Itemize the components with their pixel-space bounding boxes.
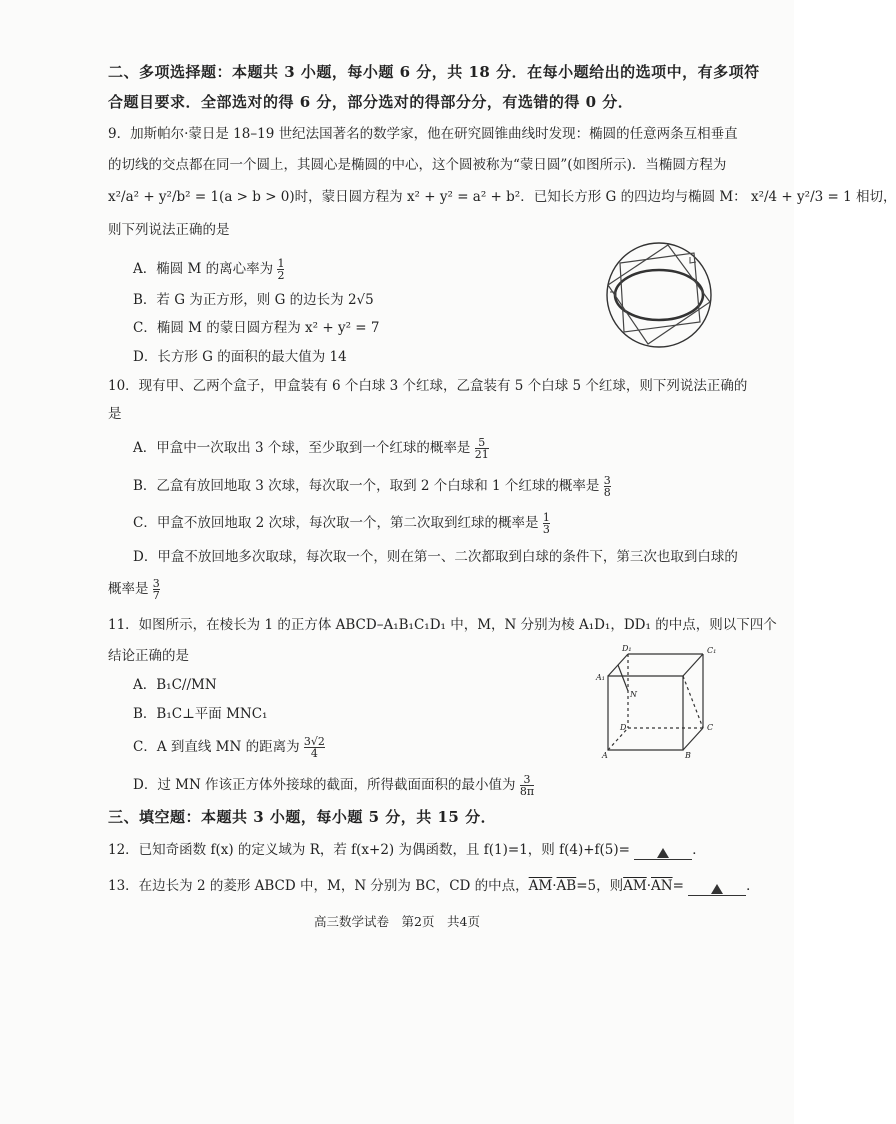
q10-stem-line2: 是	[108, 406, 122, 422]
q11-option-c	[133, 736, 325, 759]
q10-option-a-text: A．甲盒中一次取出 3 个球，至少取到一个红球的概率是	[133, 440, 471, 456]
label-d1: D₁	[622, 644, 632, 653]
edge-bc	[683, 728, 703, 750]
q10-option-a	[133, 437, 489, 460]
q9-option-c: C．椭圆 M 的蒙日圆方程为 x² + y² = 7	[133, 320, 380, 336]
q10-option-b	[133, 475, 611, 498]
q9-stem-line2: 的切线的交点都在同一个圆上，其圆心是椭圆的中心，这个圆被称为“蒙日圆”(如图所示)．当椭圆方程为	[108, 157, 727, 173]
dot-operator-2: ·	[646, 878, 651, 894]
cube-front-face	[608, 676, 683, 750]
q11-option-a: A．B₁C//MN	[133, 677, 217, 693]
q12-text: 12．已知奇函数 f(x) 的定义域为 R，若 f(x+2) 为偶函数，且 f(1)=1，则 f(4)+f(5)=	[108, 842, 630, 858]
q10-option-d-line2	[108, 578, 160, 601]
label-b: B	[685, 751, 691, 760]
q11-stem-line1: 11．如图所示，在棱长为 1 的正方体 ABCD–A₁B₁C₁D₁ 中，M，N 分别为棱 A₁D₁，DD₁ 的中点，则以下四个	[108, 617, 777, 633]
label-d: D	[620, 723, 627, 732]
monge-circle	[607, 243, 711, 347]
section-2-heading-line1: 二、多项选择题：本题共 3 小题，每小题 6 分，共 18 分．在每小题给出的选项中，有多项符	[108, 63, 760, 81]
q10-option-d-line1: D．甲盒不放回地多次取球，每次取一个，则在第一、二次都取到白球的条件下，第三次也取到白球的	[133, 549, 738, 565]
q9-option-a	[133, 258, 284, 281]
q10-option-b-fraction: $\frac{3}{8}$	[603, 474, 611, 499]
q12-answer-blank[interactable]	[634, 843, 692, 860]
monge-circle-figure	[598, 240, 720, 350]
q10-option-b-text: B．乙盒有放回地取 3 次球，每次取一个，取到 2 个白球和 1 个红球的概率是	[133, 478, 600, 494]
q13-line: 13．在边长为 2 的菱形 ABCD 中，M，N 分别为 BC，CD 的中点，$\overline{AM}\cdot\overline{AB}=5$，则$\overline{AM}\cdot\overline{AN}=$ ．	[108, 878, 760, 894]
equals-sign: =	[672, 878, 684, 894]
section-3-heading: 三、填空题：本题共 3 小题，每小题 5 分，共 15 分．	[108, 808, 497, 826]
q13-condition: =5，则	[576, 878, 624, 894]
label-a: A	[602, 751, 608, 760]
edge-b1c1	[683, 654, 703, 676]
q11-option-d-text: D．过 MN 作该正方体外接球的截面，所得截面面积的最小值为	[133, 777, 516, 793]
dot-operator: ·	[552, 878, 557, 894]
q9-option-a-text: A．椭圆 M 的离心率为	[133, 261, 274, 277]
q10-option-c	[133, 512, 550, 535]
q12-line: 12．已知奇函数 f(x) 的定义域为 R，若 f(x+2) 为偶函数，且 f(1)=1，则 f(4)+f(5)= ．	[108, 842, 706, 858]
q9-stem-line1: 9．加斯帕尔·蒙日是 18–19 世纪法国著名的数学家，他在研究圆锥曲线时发现：椭圆的任意两条互相垂直	[108, 126, 738, 142]
cube-figure	[590, 640, 730, 765]
label-n: N	[630, 690, 637, 699]
q13-answer-blank[interactable]	[688, 879, 746, 896]
label-c1: C₁	[707, 646, 717, 655]
q11-option-d	[133, 774, 534, 797]
q10-option-d-text: 概率是	[108, 581, 149, 597]
q9-option-b: B．若 G 为正方形，则 G 的边长为 2√5	[133, 292, 374, 308]
q11-option-c-fraction: $\frac{3√2}{4}$	[303, 735, 325, 760]
label-a1: A₁	[596, 673, 605, 682]
vector-an: $\overline{AN}$	[651, 878, 673, 894]
label-c: C	[707, 723, 714, 732]
q10-option-c-fraction: $\frac{1}{3}$	[542, 511, 550, 536]
q10-option-c-text: C．甲盒不放回地取 2 次球，每次取一个，第二次取到红球的概率是	[133, 515, 539, 531]
q9-option-d: D．长方形 G 的面积的最大值为 14	[133, 349, 347, 365]
q11-option-b: B．B₁C⊥平面 MNC₁	[133, 706, 268, 722]
q10-option-a-fraction: $\frac{5}{21}$	[474, 436, 489, 461]
segment-b1c	[683, 676, 703, 728]
triangle-icon	[657, 848, 669, 858]
q10-stem-line1: 10．现有甲、乙两个盒子，甲盒装有 6 个白球 3 个红球，乙盒装有 5 个白球 5 个红球，则下列说法正确的	[108, 378, 748, 394]
q9-option-a-fraction: $\frac{1}{2}$	[277, 257, 285, 282]
q11-option-c-text: C．A 到直线 MN 的距离为	[133, 739, 300, 755]
page-footer: 高三数学试卷 第2页 共4页	[314, 914, 480, 929]
vector-ab: $\overline{AB}$	[556, 878, 577, 894]
section-2-heading-line2: 合题目要求．全部选对的得 6 分，部分选对的得部分分，有选错的得 0 分．	[108, 93, 634, 111]
vector-am-2: $\overline{AM}$	[623, 878, 647, 894]
q13-text: 13．在边长为 2 的菱形 ABCD 中，M，N 分别为 BC，CD 的中点，	[108, 878, 529, 894]
q9-stem-line4: 则下列说法正确的是	[108, 222, 230, 238]
q10-option-d-fraction: $\frac{3}{7}$	[152, 577, 160, 602]
q11-stem-line2: 结论正确的是	[108, 648, 189, 664]
segment-mn	[618, 665, 628, 691]
triangle-icon	[711, 884, 723, 894]
q9-stem-line3: x²/a² + y²/b² = 1(a > b > 0)时，蒙日圆方程为 x² + y² = a² + b²．已知长方形 G 的四边均与椭圆 M： x²/4 + y²/3 = 1 相切，	[108, 189, 896, 205]
q11-option-d-fraction: $\frac{3}{8\pi}$	[519, 773, 535, 798]
vector-am: $\overline{AM}$	[528, 878, 553, 894]
ellipse-m	[615, 270, 703, 320]
